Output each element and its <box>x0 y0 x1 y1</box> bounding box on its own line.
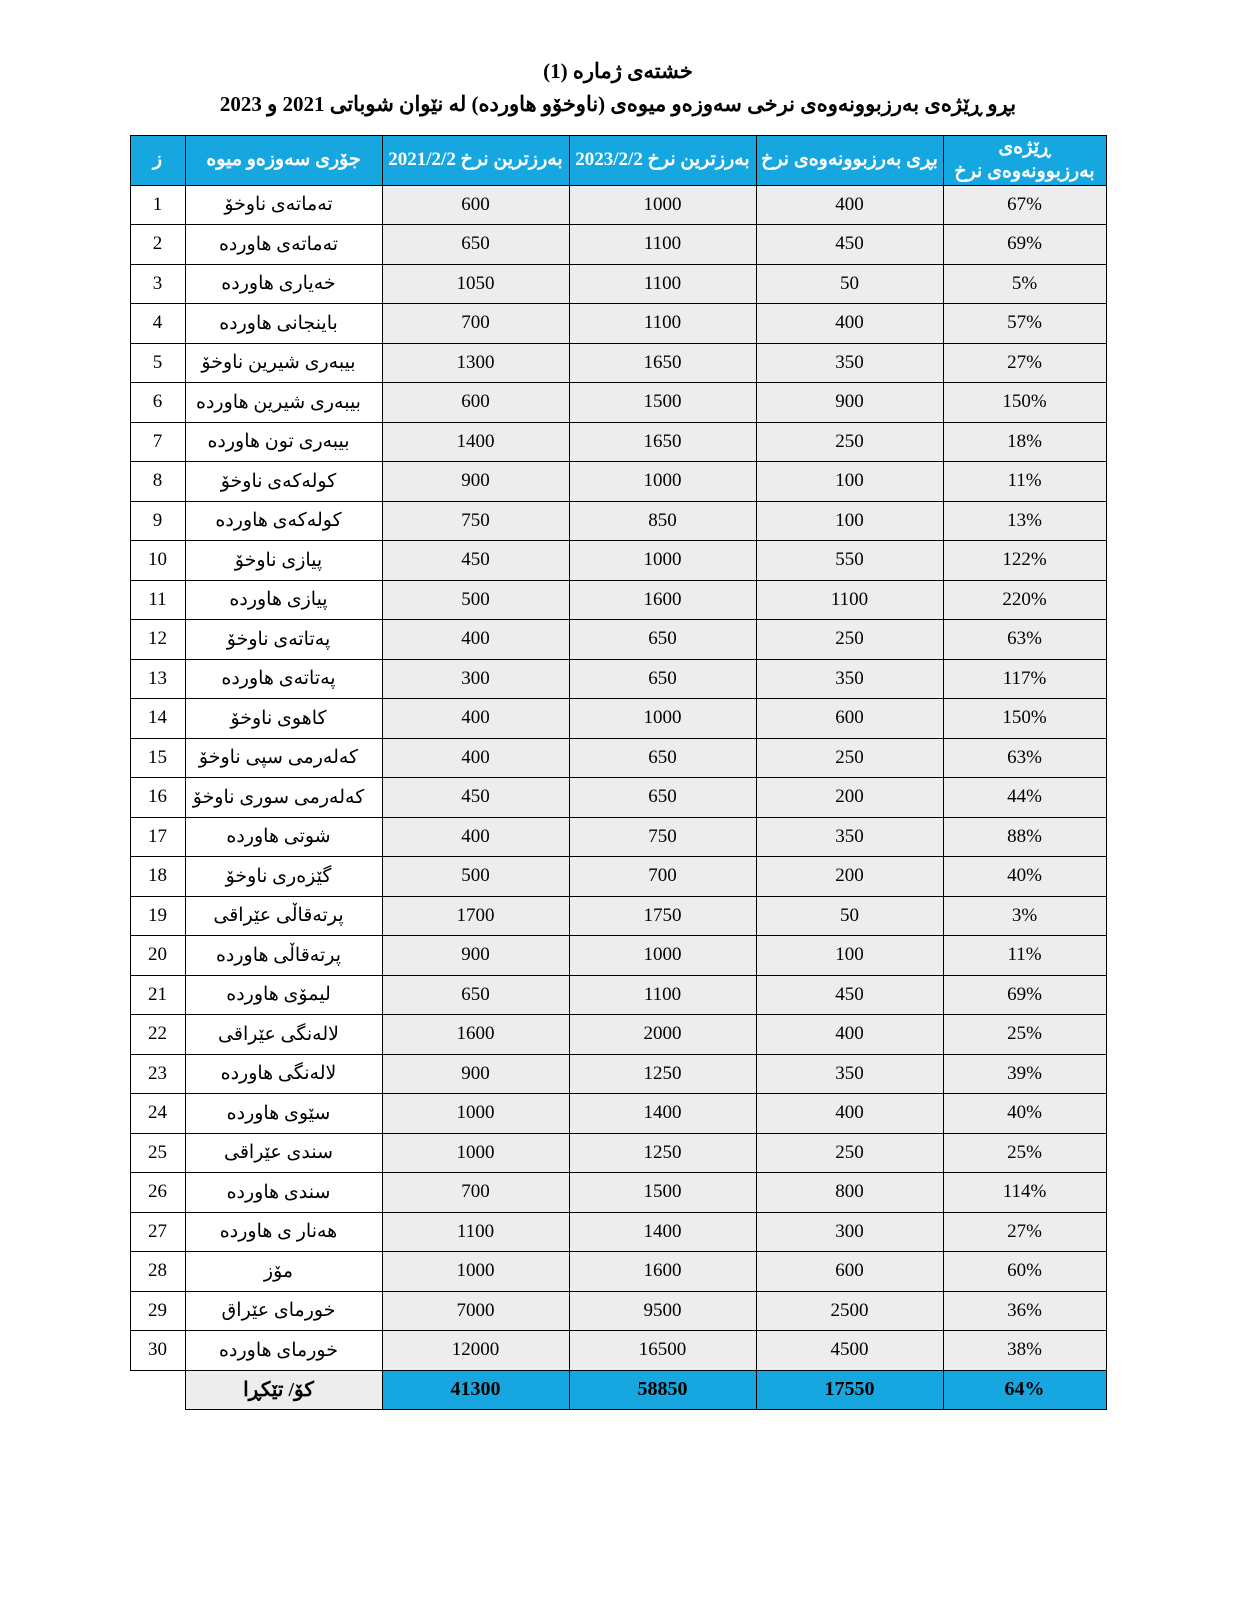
cell-price-2021: 600 <box>382 383 569 423</box>
cell-price-2023: 1600 <box>569 580 756 620</box>
cell-name: هەنار ی هاوردە <box>185 1212 382 1252</box>
table-row <box>130 462 1106 502</box>
cell-index: 21 <box>130 975 185 1015</box>
cell-index: 22 <box>130 1015 185 1055</box>
cell-index: 10 <box>130 541 185 581</box>
cell-name: بیبەری شیرین ناوخۆ <box>185 343 382 383</box>
cell-rate: 117% <box>943 659 1106 699</box>
cell-amount: 350 <box>756 1054 943 1094</box>
cell-amount: 800 <box>756 1173 943 1213</box>
cell-price-2021: 900 <box>382 462 569 502</box>
cell-index: 5 <box>130 343 185 383</box>
cell-index: 24 <box>130 1094 185 1134</box>
cell-rate: 13% <box>943 501 1106 541</box>
column-header-name: جۆری سەوزەو میوە <box>185 136 382 186</box>
cell-price-2021: 900 <box>382 1054 569 1094</box>
table-body <box>130 185 1106 1410</box>
total-amount: 17550 <box>756 1370 943 1410</box>
column-header-price-2021: بەرزترین نرخ 2021/2/2 <box>382 136 569 186</box>
cell-name: کولەکەی هاوردە <box>185 501 382 541</box>
cell-amount: 350 <box>756 343 943 383</box>
table-row <box>130 1054 1106 1094</box>
cell-index: 4 <box>130 304 185 344</box>
cell-index: 16 <box>130 778 185 818</box>
table-row <box>130 1212 1106 1252</box>
cell-amount: 100 <box>756 462 943 502</box>
cell-name: پەتاتەی هاوردە <box>185 659 382 699</box>
total-label: کۆ/ تێکڕا <box>185 1370 382 1410</box>
cell-index: 30 <box>130 1331 185 1371</box>
cell-index: 29 <box>130 1291 185 1331</box>
cell-rate: 44% <box>943 778 1106 818</box>
cell-price-2023: 16500 <box>569 1331 756 1371</box>
table-row <box>130 422 1106 462</box>
cell-index: 20 <box>130 936 185 976</box>
cell-name: سندی هاوردە <box>185 1173 382 1213</box>
cell-name: خورمای هاوردە <box>185 1331 382 1371</box>
cell-price-2021: 1000 <box>382 1252 569 1292</box>
cell-rate: 150% <box>943 383 1106 423</box>
cell-amount: 900 <box>756 383 943 423</box>
cell-index: 8 <box>130 462 185 502</box>
table-row <box>130 620 1106 660</box>
table-row <box>130 1015 1106 1055</box>
cell-index: 19 <box>130 896 185 936</box>
cell-price-2023: 1650 <box>569 422 756 462</box>
table-row <box>130 1094 1106 1134</box>
cell-index: 11 <box>130 580 185 620</box>
cell-price-2023: 9500 <box>569 1291 756 1331</box>
document-title-block <box>110 56 1126 121</box>
cell-index: 2 <box>130 225 185 265</box>
cell-price-2021: 1600 <box>382 1015 569 1055</box>
table-row <box>130 383 1106 423</box>
cell-name: باینجانی هاوردە <box>185 304 382 344</box>
cell-name: پرتەقاڵی عێراقی <box>185 896 382 936</box>
cell-amount: 4500 <box>756 1331 943 1371</box>
cell-index: 13 <box>130 659 185 699</box>
cell-price-2021: 500 <box>382 580 569 620</box>
table-row <box>130 699 1106 739</box>
cell-price-2023: 1100 <box>569 264 756 304</box>
cell-price-2021: 650 <box>382 225 569 265</box>
cell-rate: 114% <box>943 1173 1106 1213</box>
cell-amount: 100 <box>756 501 943 541</box>
cell-price-2021: 400 <box>382 738 569 778</box>
column-header-price-2023: بەرزترین نرخ 2023/2/2 <box>569 136 756 186</box>
table-header <box>130 136 1106 186</box>
cell-price-2023: 850 <box>569 501 756 541</box>
cell-rate: 39% <box>943 1054 1106 1094</box>
cell-amount: 350 <box>756 817 943 857</box>
cell-rate: 150% <box>943 699 1106 739</box>
cell-price-2021: 750 <box>382 501 569 541</box>
table-row <box>130 1133 1106 1173</box>
table-row <box>130 738 1106 778</box>
cell-price-2023: 1400 <box>569 1094 756 1134</box>
cell-price-2023: 1600 <box>569 1252 756 1292</box>
cell-name: گێزەری ناوخۆ <box>185 857 382 897</box>
table-row <box>130 659 1106 699</box>
table-row <box>130 304 1106 344</box>
cell-rate: 5% <box>943 264 1106 304</box>
cell-amount: 50 <box>756 896 943 936</box>
total-price-2023: 58850 <box>569 1370 756 1410</box>
cell-price-2023: 750 <box>569 817 756 857</box>
cell-price-2023: 650 <box>569 738 756 778</box>
cell-rate: 220% <box>943 580 1106 620</box>
cell-price-2021: 650 <box>382 975 569 1015</box>
cell-amount: 300 <box>756 1212 943 1252</box>
cell-price-2021: 400 <box>382 699 569 739</box>
cell-price-2023: 1250 <box>569 1133 756 1173</box>
cell-price-2021: 450 <box>382 778 569 818</box>
cell-name: مۆز <box>185 1252 382 1292</box>
table-row <box>130 580 1106 620</box>
cell-rate: 40% <box>943 857 1106 897</box>
table-row <box>130 1291 1106 1331</box>
cell-amount: 50 <box>756 264 943 304</box>
cell-amount: 200 <box>756 778 943 818</box>
cell-index: 14 <box>130 699 185 739</box>
table-row <box>130 936 1106 976</box>
cell-name: کولەکەی ناوخۆ <box>185 462 382 502</box>
column-header-amount: بڕی بەرزبوونەوەی نرخ <box>756 136 943 186</box>
cell-index: 12 <box>130 620 185 660</box>
cell-price-2021: 400 <box>382 817 569 857</box>
cell-name: تەماتەی ناوخۆ <box>185 185 382 225</box>
cell-amount: 250 <box>756 620 943 660</box>
table-row <box>130 975 1106 1015</box>
cell-amount: 450 <box>756 225 943 265</box>
cell-amount: 600 <box>756 1252 943 1292</box>
cell-amount: 450 <box>756 975 943 1015</box>
cell-price-2021: 450 <box>382 541 569 581</box>
cell-price-2023: 1750 <box>569 896 756 936</box>
cell-price-2021: 900 <box>382 936 569 976</box>
cell-name: پرتەقاڵی هاوردە <box>185 936 382 976</box>
table-total-row <box>130 1370 1106 1410</box>
cell-name: پەتاتەی ناوخۆ <box>185 620 382 660</box>
cell-amount: 400 <box>756 1015 943 1055</box>
cell-price-2023: 1100 <box>569 975 756 1015</box>
cell-name: بیبەری شیرین هاوردە <box>185 383 382 423</box>
cell-price-2023: 650 <box>569 620 756 660</box>
cell-rate: 67% <box>943 185 1106 225</box>
cell-price-2023: 1000 <box>569 462 756 502</box>
cell-index: 25 <box>130 1133 185 1173</box>
cell-name: کاهوی ناوخۆ <box>185 699 382 739</box>
cell-rate: 25% <box>943 1015 1106 1055</box>
cell-rate: 88% <box>943 817 1106 857</box>
cell-price-2023: 1000 <box>569 185 756 225</box>
cell-name: سندی عێراقی <box>185 1133 382 1173</box>
cell-price-2023: 1650 <box>569 343 756 383</box>
cell-price-2021: 1050 <box>382 264 569 304</box>
cell-price-2021: 1700 <box>382 896 569 936</box>
cell-price-2021: 300 <box>382 659 569 699</box>
cell-index: 28 <box>130 1252 185 1292</box>
cell-price-2023: 700 <box>569 857 756 897</box>
cell-index: 23 <box>130 1054 185 1094</box>
cell-name: کەلەرمی سوری ناوخۆ <box>185 778 382 818</box>
table-row <box>130 343 1106 383</box>
cell-rate: 38% <box>943 1331 1106 1371</box>
column-header-index: ز <box>130 136 185 186</box>
total-rate: 64% <box>943 1370 1106 1410</box>
cell-price-2023: 1250 <box>569 1054 756 1094</box>
cell-price-2023: 1000 <box>569 699 756 739</box>
cell-price-2021: 700 <box>382 1173 569 1213</box>
cell-amount: 250 <box>756 422 943 462</box>
cell-index: 9 <box>130 501 185 541</box>
cell-price-2021: 600 <box>382 185 569 225</box>
table-row <box>130 896 1106 936</box>
table-row <box>130 857 1106 897</box>
cell-price-2021: 1400 <box>382 422 569 462</box>
cell-index: 1 <box>130 185 185 225</box>
cell-name: خورمای عێراق <box>185 1291 382 1331</box>
table-row <box>130 817 1106 857</box>
cell-amount: 400 <box>756 304 943 344</box>
cell-rate: 40% <box>943 1094 1106 1134</box>
cell-price-2023: 1000 <box>569 936 756 976</box>
cell-name: پیازی ناوخۆ <box>185 541 382 581</box>
total-index <box>130 1370 185 1410</box>
cell-price-2021: 400 <box>382 620 569 660</box>
table-row <box>130 1252 1106 1292</box>
cell-rate: 69% <box>943 225 1106 265</box>
table-header-row <box>130 136 1106 186</box>
cell-name: بیبەری تون هاوردە <box>185 422 382 462</box>
cell-price-2023: 650 <box>569 659 756 699</box>
total-price-2021: 41300 <box>382 1370 569 1410</box>
cell-amount: 350 <box>756 659 943 699</box>
cell-rate: 63% <box>943 620 1106 660</box>
cell-name: سێوی هاوردە <box>185 1094 382 1134</box>
column-header-rate: ڕێژەی بەرزبوونەوەی نرخ <box>943 136 1106 186</box>
cell-price-2023: 650 <box>569 778 756 818</box>
cell-price-2023: 2000 <box>569 1015 756 1055</box>
cell-price-2021: 700 <box>382 304 569 344</box>
price-comparison-table <box>130 135 1107 1410</box>
cell-price-2021: 1100 <box>382 1212 569 1252</box>
cell-amount: 550 <box>756 541 943 581</box>
table-row <box>130 225 1106 265</box>
cell-rate: 36% <box>943 1291 1106 1331</box>
cell-name: لالەنگی عێراقی <box>185 1015 382 1055</box>
cell-name: تەماتەی هاوردە <box>185 225 382 265</box>
cell-amount: 250 <box>756 1133 943 1173</box>
cell-index: 6 <box>130 383 185 423</box>
cell-amount: 600 <box>756 699 943 739</box>
cell-amount: 1100 <box>756 580 943 620</box>
cell-index: 15 <box>130 738 185 778</box>
cell-price-2023: 1100 <box>569 225 756 265</box>
cell-rate: 63% <box>943 738 1106 778</box>
cell-price-2021: 12000 <box>382 1331 569 1371</box>
cell-amount: 400 <box>756 1094 943 1134</box>
cell-name: خەیاری هاوردە <box>185 264 382 304</box>
cell-rate: 3% <box>943 896 1106 936</box>
cell-name: شوتی هاوردە <box>185 817 382 857</box>
cell-amount: 400 <box>756 185 943 225</box>
cell-rate: 69% <box>943 975 1106 1015</box>
cell-price-2023: 1400 <box>569 1212 756 1252</box>
cell-rate: 27% <box>943 1212 1106 1252</box>
page-title: خشتەی ژمارە (1) <box>543 59 693 83</box>
cell-index: 7 <box>130 422 185 462</box>
cell-price-2021: 7000 <box>382 1291 569 1331</box>
cell-price-2023: 1500 <box>569 1173 756 1213</box>
cell-name: کەلەرمی سپی ناوخۆ <box>185 738 382 778</box>
table-row <box>130 501 1106 541</box>
cell-price-2021: 1000 <box>382 1094 569 1134</box>
table-row <box>130 1173 1106 1213</box>
cell-index: 17 <box>130 817 185 857</box>
cell-index: 18 <box>130 857 185 897</box>
cell-rate: 25% <box>943 1133 1106 1173</box>
cell-rate: 60% <box>943 1252 1106 1292</box>
cell-rate: 11% <box>943 462 1106 502</box>
page-subtitle: بڕو ڕێژەی بەرزبوونەوەی نرخی سەوزەو میوەی (ناوخۆو هاوردە) لە نێوان شوباتی 2021 و 2023 <box>219 91 1017 116</box>
cell-price-2021: 1000 <box>382 1133 569 1173</box>
cell-rate: 122% <box>943 541 1106 581</box>
table-row <box>130 1331 1106 1371</box>
cell-price-2021: 1300 <box>382 343 569 383</box>
cell-index: 26 <box>130 1173 185 1213</box>
cell-index: 3 <box>130 264 185 304</box>
cell-price-2023: 1500 <box>569 383 756 423</box>
cell-rate: 57% <box>943 304 1106 344</box>
cell-amount: 250 <box>756 738 943 778</box>
cell-price-2023: 1000 <box>569 541 756 581</box>
cell-name: لیمۆی هاوردە <box>185 975 382 1015</box>
cell-price-2021: 500 <box>382 857 569 897</box>
cell-amount: 2500 <box>756 1291 943 1331</box>
cell-rate: 27% <box>943 343 1106 383</box>
cell-rate: 18% <box>943 422 1106 462</box>
cell-name: پیازی هاوردە <box>185 580 382 620</box>
cell-amount: 200 <box>756 857 943 897</box>
cell-price-2023: 1100 <box>569 304 756 344</box>
cell-amount: 100 <box>756 936 943 976</box>
cell-index: 27 <box>130 1212 185 1252</box>
table-row <box>130 264 1106 304</box>
cell-rate: 11% <box>943 936 1106 976</box>
table-row <box>130 541 1106 581</box>
cell-name: لالەنگی هاوردە <box>185 1054 382 1094</box>
table-row <box>130 185 1106 225</box>
table-row <box>130 778 1106 818</box>
